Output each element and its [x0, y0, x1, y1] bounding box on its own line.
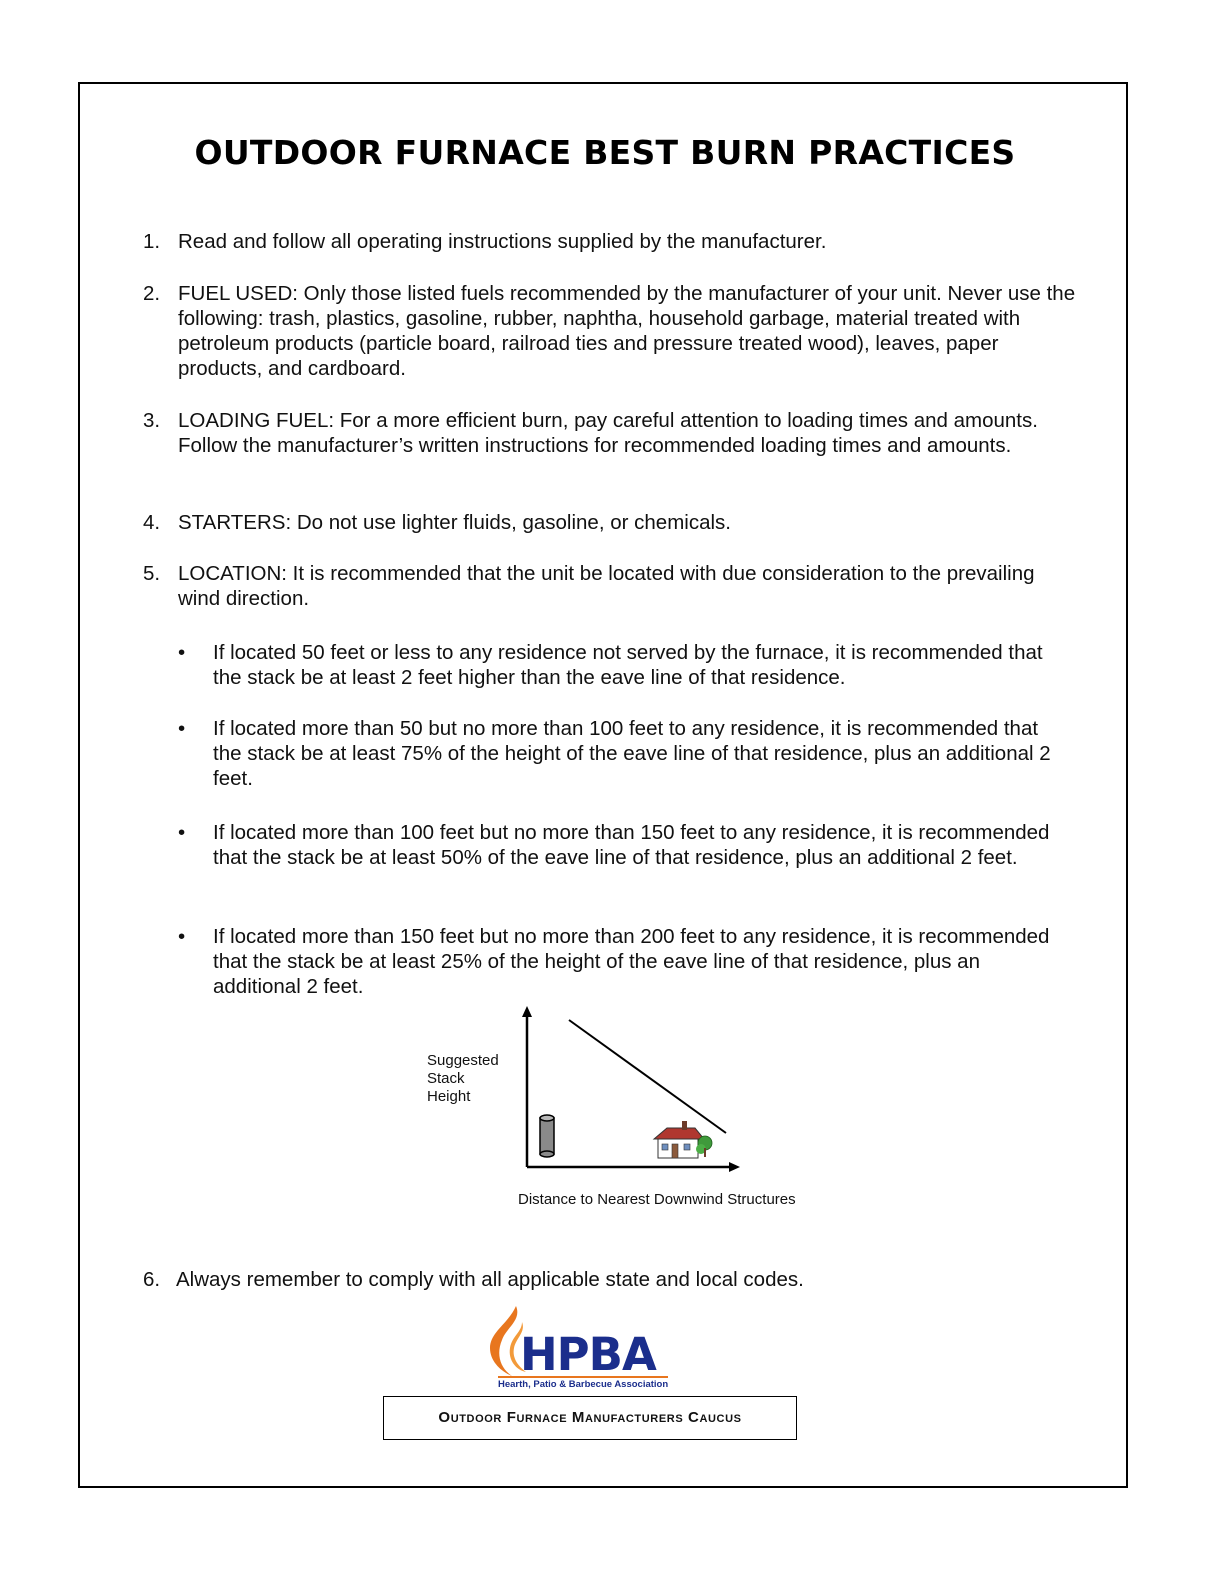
hpba-logo	[480, 1300, 680, 1392]
item-text: FUEL USED: Only those listed fuels recommended by the manufacturer of your unit. Never use the following: trash, plastics, gasoline, rubber, naphtha, household garbage, material treated with petroleum products (particle board, railroad ties and pressure treated wood), leaves, paper products, and cardboard.	[178, 282, 1076, 380]
item-text: Always remember to comply with all applicable state and local codes.	[176, 1268, 804, 1291]
item-number: 6.	[143, 1268, 161, 1291]
item-text: Read and follow all operating instructions supplied by the manufacturer.	[178, 230, 827, 253]
house-icon	[654, 1121, 712, 1158]
stack-height-diagram	[420, 1000, 840, 1215]
bullet-symbol: •	[178, 717, 186, 740]
y-label-line: Stack	[427, 1070, 465, 1087]
y-label-line: Suggested	[427, 1052, 499, 1069]
logo-wordmark: HPBA	[520, 1328, 656, 1381]
item-number: 2.	[143, 282, 161, 305]
bullet-text: If located more than 100 feet but no more than 150 feet to any residence, it is recommended that the stack be at least 50% of the eave line of that residence, plus an additional 2 feet.	[213, 821, 1050, 869]
bullet-symbol: •	[178, 821, 186, 844]
item-number: 4.	[143, 511, 161, 534]
item-number: 3.	[143, 409, 161, 432]
diagram-x-label: Distance to Nearest Downwind Structures	[518, 1191, 796, 1208]
y-label-line: Height	[427, 1088, 471, 1105]
item-text: STARTERS: Do not use lighter fluids, gasoline, or chemicals.	[178, 511, 731, 534]
y-axis-arrow	[522, 1006, 532, 1017]
page-title: OUTDOOR FURNACE BEST BURN PRACTICES	[194, 133, 1016, 172]
item-text: LOADING FUEL: For a more efficient burn, pay careful attention to loading times and amounts. Follow the manufacturer’s written instructions for recommended loading times and amounts.	[178, 409, 1038, 457]
diagram-graphic	[420, 1000, 840, 1190]
stack-icon	[540, 1115, 554, 1157]
logo-subtitle: Hearth, Patio & Barbecue Association	[498, 1376, 668, 1390]
x-axis-arrow	[729, 1162, 740, 1172]
item-text: LOCATION: It is recommended that the unit be located with due consideration to the prevailing wind direction.	[178, 562, 1035, 610]
caucus-box: Outdoor Furnace Manufacturers Caucus	[383, 1396, 797, 1440]
item-number: 1.	[143, 230, 161, 253]
trend-line	[569, 1020, 726, 1133]
bullet-text: If located 50 feet or less to any residence not served by the furnace, it is recommended that the stack be at least 2 feet higher than the eave line of that residence.	[213, 641, 1043, 689]
item-number: 5.	[143, 562, 161, 585]
bullet-text: If located more than 50 but no more than 100 feet to any residence, it is recommended that the stack be at least 75% of the height of the eave line of that residence, plus an additional 2 feet.	[213, 717, 1051, 790]
bullet-text: If located more than 150 feet but no more than 200 feet to any residence, it is recommended that the stack be at least 25% of the height of the eave line of that residence, plus an additional 2 feet.	[213, 925, 1050, 998]
bullet-symbol: •	[178, 641, 186, 664]
bullet-symbol: •	[178, 925, 186, 948]
